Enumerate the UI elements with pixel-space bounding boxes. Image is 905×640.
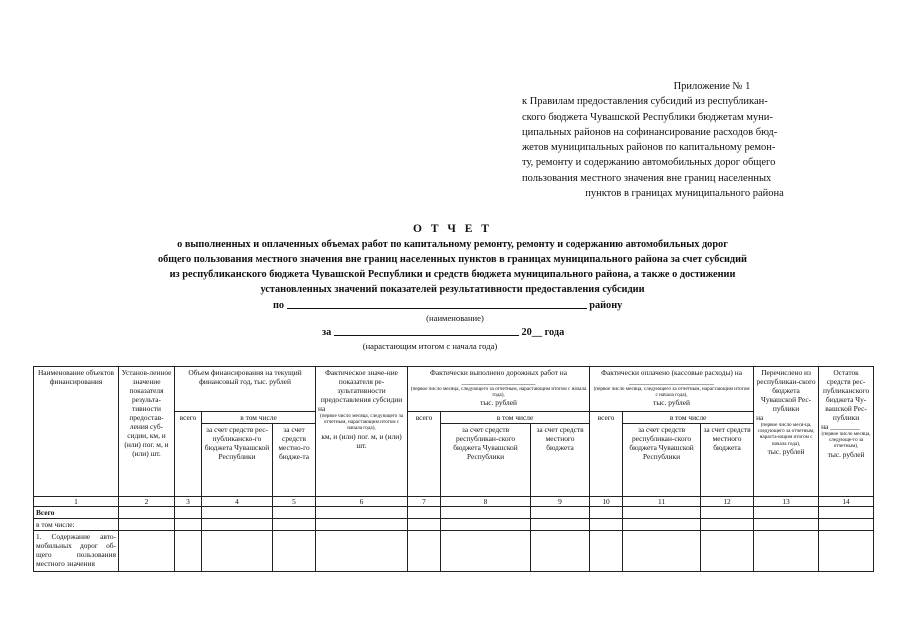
column-number: 12 [701, 497, 754, 507]
period-hint: (нарастающим итогом с начала года) [362, 341, 498, 351]
table-cell[interactable] [623, 531, 701, 572]
year-text: 20__ года [521, 327, 565, 338]
report-subtitle-line: общего пользования местного значения вне границ населенных пунктов в границах муниципального района за счет субсидий [158, 254, 747, 265]
table-cell[interactable] [408, 519, 441, 531]
volume-rep: за счет средств рес-публиканско-го бюджета Чувашской Республики [202, 424, 273, 497]
column-number: 6 [316, 497, 408, 507]
table-cell[interactable] [531, 507, 590, 519]
column-number: 1 [34, 497, 119, 507]
column-number: 4 [202, 497, 273, 507]
header-rest [819, 367, 874, 497]
column-number: 8 [441, 497, 531, 507]
table-cell[interactable] [590, 519, 623, 531]
header-transfer [754, 367, 819, 497]
table-row-total [34, 507, 874, 519]
table-cell[interactable] [202, 531, 273, 572]
appendix-line: жетов муниципальных районов по капитальному ремон- [522, 142, 776, 154]
row-incl-label: в том числе: [34, 519, 119, 531]
by-suffix: району [589, 300, 623, 311]
table-cell[interactable] [202, 519, 273, 531]
header-actual-hint: (первое число месяца, следующего за отчетным, нарастающим итогом с начала года), [319, 413, 404, 432]
appendix-line: пользования местного значения вне границ населенных [522, 172, 772, 184]
table-cell[interactable] [819, 519, 874, 531]
header-done-hint: (первое число месяца, следующего за отчетным, нарастающим итогом с начала года), [410, 386, 587, 399]
appendix-line: ципальных районов на софинансирование расходов бюд- [522, 126, 778, 138]
appendix-line: ту, ремонту и содержанию автомобильных дорог общего [522, 157, 776, 169]
column-number: 3 [175, 497, 202, 507]
column-number: 11 [623, 497, 701, 507]
report-title: О Т Ч Е Т [413, 223, 492, 235]
table-cell[interactable] [175, 507, 202, 519]
header-paid-unit: тыс. рублей [653, 398, 690, 408]
period-field[interactable] [334, 325, 519, 336]
header-transfer-text: Перечислено из республикан-ского бюджета Чувашской Рес-публики [756, 368, 816, 413]
header-rest-unit: тыс. рублей [827, 449, 865, 459]
column-number: 10 [590, 497, 623, 507]
header-row [34, 367, 874, 412]
paid-total: всего [590, 412, 623, 497]
column-number: 5 [273, 497, 316, 507]
table-cell[interactable] [273, 507, 316, 519]
table-cell[interactable] [119, 519, 175, 531]
appendix-title: Приложение № 1 [673, 81, 751, 92]
report-subtitle-line: о выполненных и оплаченных объемах работ по капитальному ремонту, ремонту и содержанию автомобильных дорог [177, 239, 728, 250]
column-number: 7 [408, 497, 441, 507]
header-paid-text: Фактически оплачено (кассовые расходы) на _______________________ [601, 368, 742, 386]
table-cell[interactable] [754, 507, 819, 519]
table-cell[interactable] [701, 531, 754, 572]
table-cell[interactable] [531, 531, 590, 572]
table-cell[interactable] [590, 507, 623, 519]
header-norm: Установ-ленное значение показателя результа-тивности предостав-ления суб-сидии, км, и (или) пог. м, и (или) шт. [119, 367, 175, 497]
header-actual-text: Фактическое значе-ние показателя ре-зультативности предоставления субсидии [320, 368, 403, 404]
volume-incl: в том числе [202, 412, 316, 424]
appendix-line: ского бюджета Чувашской Республики бюджетам муни- [522, 111, 773, 123]
appendix-block [522, 79, 847, 201]
report-table [33, 366, 874, 572]
table-cell[interactable] [202, 507, 273, 519]
appendix-line: пунктов в границах муниципального района [585, 188, 784, 200]
table-cell[interactable] [119, 507, 175, 519]
table-cell[interactable] [819, 507, 874, 519]
header-name: Наименование объектов финансирования [34, 367, 119, 497]
paid-rep: за счет средств республикан-ского бюджета Чувашской Республики [623, 424, 701, 497]
done-rep: за счет средств республикан-ского бюджета Чувашской Республики [441, 424, 531, 497]
table-cell[interactable] [531, 519, 590, 531]
table-cell[interactable] [175, 519, 202, 531]
header-done [408, 367, 590, 412]
appendix-line: к Правилам предоставления субсидий из республикан- [522, 96, 768, 108]
district-line [273, 298, 622, 311]
header-paid [590, 367, 754, 412]
by-label: по [273, 300, 285, 311]
table-cell[interactable] [316, 531, 408, 572]
row-total-label: Всего [34, 507, 119, 519]
table-cell[interactable] [441, 507, 531, 519]
table-cell[interactable] [590, 531, 623, 572]
table-cell[interactable] [754, 519, 819, 531]
header-volume: Объем финансирования на текущий финансовый год, тыс. рублей [175, 367, 316, 412]
name-hint: (наименование) [426, 313, 484, 323]
report-subtitle-line: из республиканского бюджета Чувашской Республики и средств бюджета муниципального района, а также о достижении [169, 269, 736, 280]
table-cell[interactable] [623, 519, 701, 531]
table-cell[interactable] [119, 531, 175, 572]
row-item1-label: 1. Содержание авто-мобильных дорог об-щего пользования местного значения [34, 531, 119, 572]
period-line [322, 325, 564, 338]
table-cell[interactable] [316, 507, 408, 519]
header-actual [316, 367, 408, 497]
table-cell[interactable] [408, 507, 441, 519]
header-transfer-hint: (первое число меся-ца, следующего за отчетным, нараста-ющим итогом с начала года), [757, 422, 815, 447]
table-cell[interactable] [273, 519, 316, 531]
header-done-unit: тыс. рублей [480, 398, 517, 408]
paid-incl: в том числе [623, 412, 754, 424]
table-cell[interactable] [408, 531, 441, 572]
table-cell[interactable] [701, 519, 754, 531]
paid-mun: за счет средств местного бюджета [701, 424, 754, 497]
volume-total: всего [175, 412, 202, 497]
table-cell[interactable] [623, 507, 701, 519]
done-incl: в том числе [441, 412, 590, 424]
column-number: 13 [754, 497, 819, 507]
column-number: 14 [819, 497, 874, 507]
header-actual-on: на [318, 404, 326, 413]
header-actual-unit: км, и (или) пог. м, и (или) шт. [321, 431, 402, 450]
header-transfer-on: на [756, 413, 764, 422]
table-cell[interactable] [441, 519, 531, 531]
header-paid-hint: (первое число месяца, следующего за отчетным, нарастающим итогом с начала года), [593, 386, 750, 399]
column-number: 2 [119, 497, 175, 507]
header-rest-on: на ________ [821, 422, 860, 431]
table-cell[interactable] [819, 531, 874, 572]
column-number: 9 [531, 497, 590, 507]
done-total: всего [408, 412, 441, 497]
header-rest-hint: (первое число месяца, следующе-го за отчетным), [821, 431, 871, 450]
table-row-item1 [34, 531, 874, 572]
for-label: за [322, 327, 332, 338]
table-row-incl [34, 519, 874, 531]
table-cell[interactable] [273, 531, 316, 572]
volume-mun: за счет средств местно-го бюдже-та [273, 424, 316, 497]
table-cell[interactable] [701, 507, 754, 519]
table-cell[interactable] [441, 531, 531, 572]
header-rest-text: Остаток средств рес-публиканского бюджета Чу-вашской Рес-публики [822, 368, 870, 422]
report-heading [60, 222, 845, 297]
table-cell[interactable] [316, 519, 408, 531]
header-done-text: Фактически выполнено дорожных работ на ____________________ [430, 368, 568, 386]
table-cell[interactable] [754, 531, 819, 572]
done-mun: за счет средств местного бюджета [531, 424, 590, 497]
report-subtitle-line: установленных значений показателей результативности предоставления субсидии [260, 284, 645, 295]
column-numbers-row [34, 497, 874, 507]
table-cell[interactable] [175, 531, 202, 572]
district-name-field[interactable] [287, 298, 587, 309]
header-transfer-unit: тыс. рублей [767, 446, 805, 456]
